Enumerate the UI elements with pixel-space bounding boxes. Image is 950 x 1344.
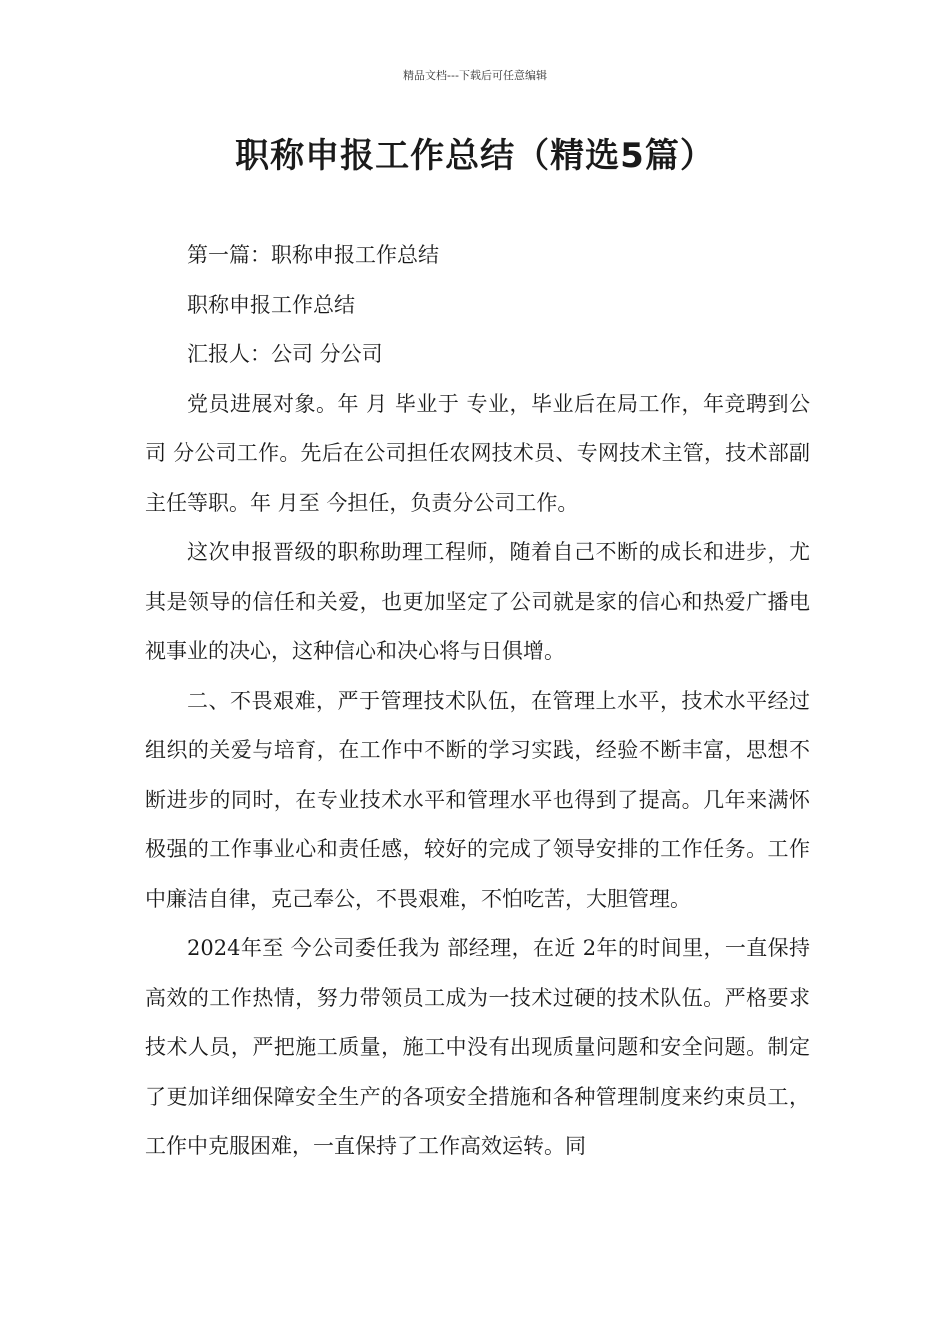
page-title: 职称申报工作总结（精选5篇）: [235, 136, 715, 176]
paragraph: 党员进展对象。年 月 毕业于 专业，毕业后在局工作，年竞聘到公司 分公司工作。先后在公司担任农网技术员、专网技术主管，技术部副主任等职。年 月至 今担任，负责分公司工作。: [145, 391, 810, 515]
paragraph: 二、不畏艰难，严于管理技术队伍，在管理上水平，技术水平经过组织的关爱与培育，在工作中不断的学习实践，经验不断丰富，思想不断进步的同时，在专业技术水平和管理水平也得到了提高。几年来满怀极强的工作事业心和责任感，较好的完成了领导安排的工作任务。工作中廉洁自律，克己奉公，不畏艰难，不怕吃苦，大胆管理。: [145, 688, 810, 911]
header-note: 精品文档---下载后可任意编辑: [403, 69, 547, 82]
paragraph: 职称申报工作总结: [187, 292, 355, 317]
paragraph: 2024年至 今公司委任我为 部经理，在近 2年的时间里，一直保持高效的工作热情，努力带领员工成为一技术过硬的技术队伍。严格要求技术人员，严把施工质量，施工中没有出现质量问题和安全问题。制定了更加详细保障安全生产的各项安全措施和各种管理制度来约束员工，工作中克服困难，一直保持了工作高效运转。同: [145, 936, 810, 1158]
paragraph: 汇报人：公司 分公司: [187, 342, 383, 366]
document-body: [145, 231, 810, 1172]
paragraph: 第一篇：职称申报工作总结: [187, 243, 439, 267]
paragraph: 这次申报晋级的职称助理工程师，随着自己不断的成长和进步，尤其是领导的信任和关爱，也更加坚定了公司就是家的信心和热爱广播电视事业的决心，这种信心和决心将与日俱增。: [145, 540, 810, 663]
